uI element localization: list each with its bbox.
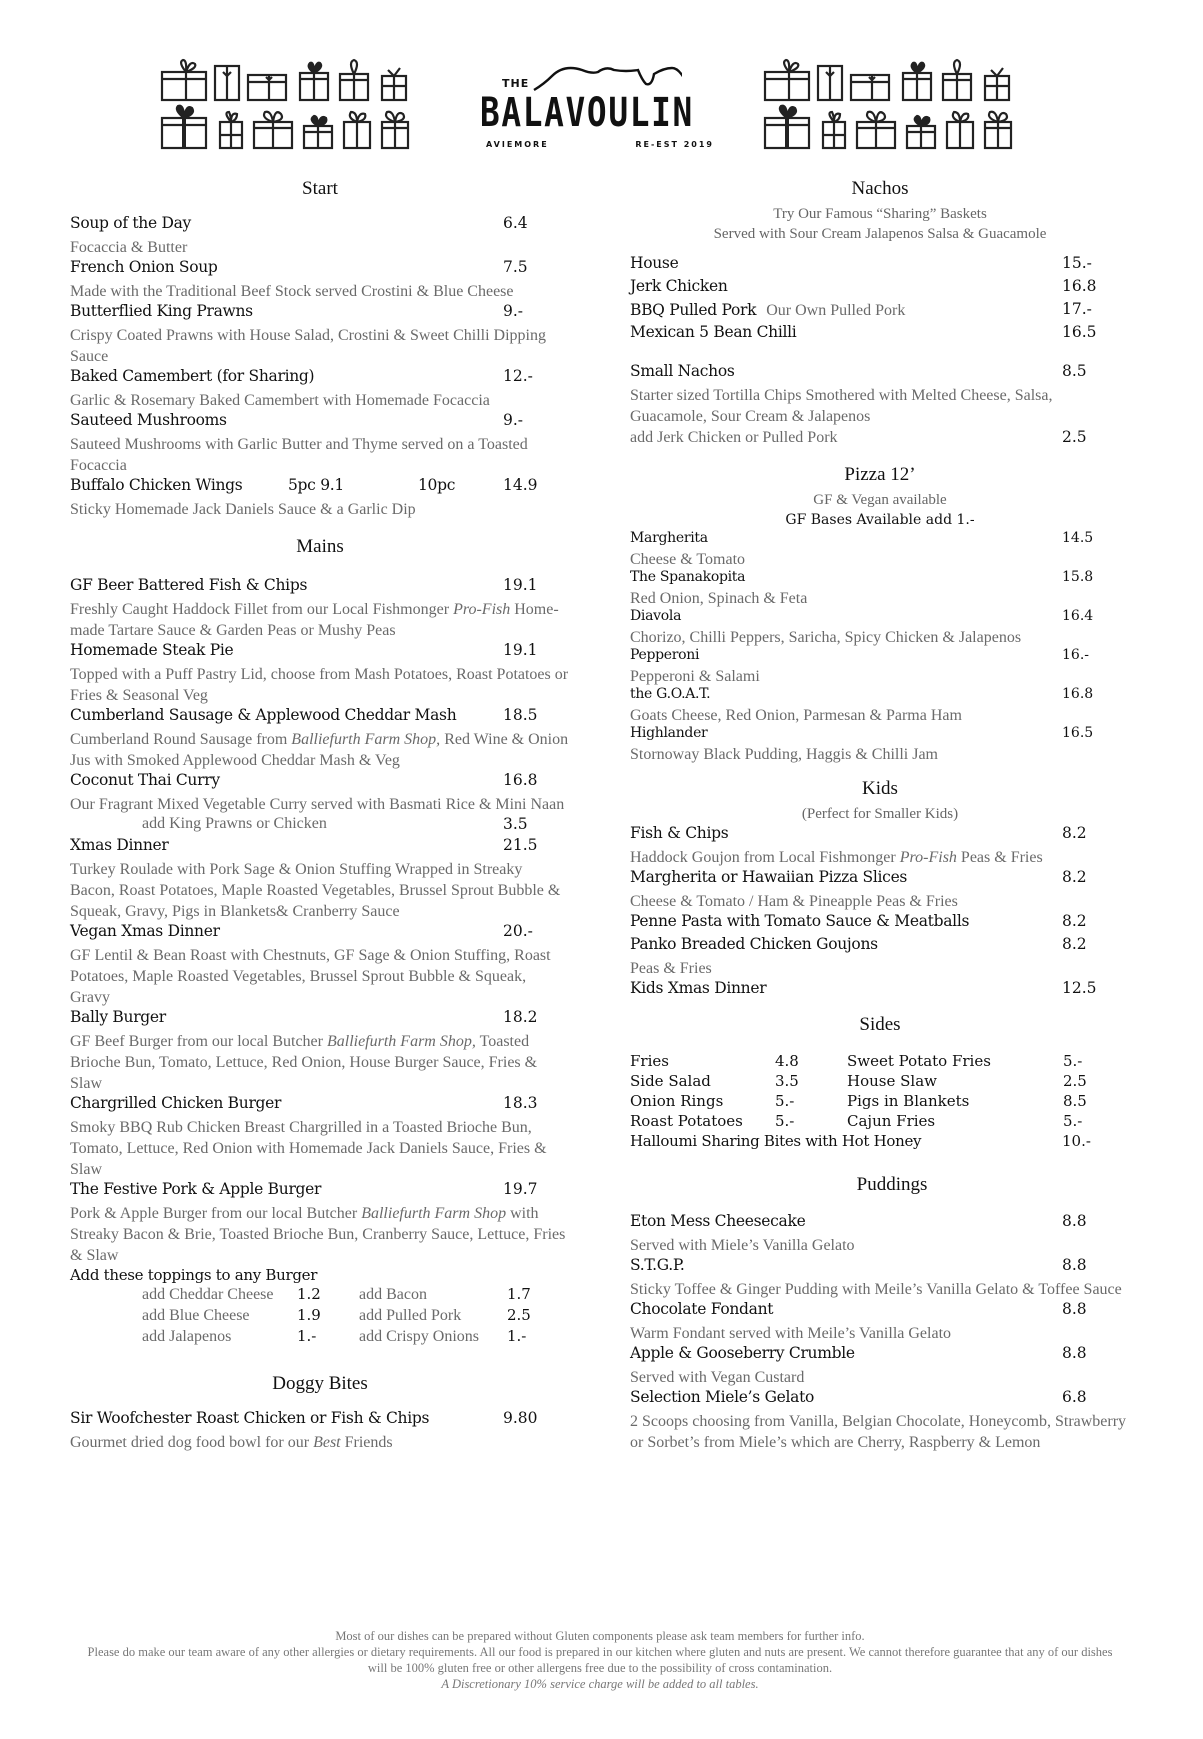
item-description: Goats Cheese, Red Onion, Parmesan & Parma Ham — [630, 707, 962, 724]
side-name: Sweet Potato Fries — [847, 1052, 991, 1070]
addon-price: 3.5 — [503, 815, 528, 833]
footer-allergy-note: Please do make our team aware of any other allergies or dietary requirements. All our food is prepared in our kitchen where gluten and nuts are present. We cannot therefore guarantee that any of our dishes will be 100% gluten free or other allergens free due to the possibility of cross contamination. — [87, 1645, 1113, 1675]
topping-label: add Crispy Onions — [359, 1328, 479, 1345]
item-name: Margherita — [630, 530, 708, 546]
topping-label: add Jalapenos — [142, 1328, 232, 1345]
item-price: 7.5 — [503, 258, 528, 276]
menu-header — [0, 50, 1203, 160]
menu-item — [70, 1180, 570, 1266]
item-description: Cheese & Tomato / Ham & Pineapple Peas & Fries — [630, 893, 958, 910]
side-price: 3.5 — [775, 1072, 799, 1090]
gf-bases-note: GF Bases Available add 1.- — [785, 512, 975, 528]
menu-item — [70, 576, 570, 641]
menu-item — [630, 868, 1130, 912]
side-name: Onion Rings — [630, 1092, 724, 1110]
item-name: Vegan Xmas Dinner — [70, 922, 220, 940]
item-description: Pork & Apple Burger from our local Butcher Balliefurth Farm Shop with Streaky Bacon & Brie, Toasted Brioche Bun, Cranberry Sauce, Lettuce, Fries & Slaw — [70, 1205, 566, 1264]
topping-label: add Pulled Pork — [359, 1307, 462, 1324]
item-name: Sauteed Mushrooms — [70, 411, 227, 429]
item-description: Haddock Goujon from Local Fishmonger Pro-Fish Peas & Fries — [630, 849, 1043, 866]
menu-item — [630, 1300, 1130, 1344]
menu-item — [70, 258, 570, 302]
topping-label: add Blue Cheese — [142, 1307, 250, 1324]
item-name: Baked Camembert (for Sharing) — [70, 367, 315, 385]
side-name: Side Salad — [630, 1072, 711, 1090]
item-name: Kids Xmas Dinner — [630, 979, 767, 997]
item-price: 19.7 — [503, 1180, 538, 1198]
gift-boxes-icon — [160, 58, 420, 150]
item-name: Apple & Gooseberry Crumble — [630, 1344, 855, 1362]
item-price: 16.8 — [1062, 686, 1094, 702]
item-price: 16.- — [1062, 647, 1089, 663]
menu-item — [630, 686, 1130, 725]
item-price: 8.2 — [1062, 935, 1087, 953]
item-name: The Festive Pork & Apple Burger — [70, 1180, 322, 1198]
item-name: Coconut Thai Curry — [70, 771, 220, 789]
section-title: Kids — [862, 778, 898, 799]
item-name: Selection Miele’s Gelato — [630, 1388, 815, 1406]
item-price: 8.8 — [1062, 1300, 1087, 1318]
item-name: Butterflied King Prawns — [70, 302, 253, 320]
menu-item — [70, 367, 570, 411]
item-description: Peas & Fries — [630, 960, 712, 977]
item-description: Sticky Toffee & Ginger Pudding with Meile’s Vanilla Gelato & Toffee Sauce — [630, 1281, 1122, 1298]
item-name: BBQ Pulled Pork — [630, 301, 757, 319]
item-price: 16.8 — [503, 771, 538, 789]
sides-grid — [630, 1052, 1130, 1130]
item-price: 16.8 — [1062, 277, 1097, 295]
item-name: Fish & Chips — [630, 824, 729, 842]
menu-item — [630, 530, 1130, 569]
item-price: 18.2 — [503, 1008, 538, 1026]
item-name: Eton Mess Cheesecake — [630, 1212, 806, 1230]
item-name: Cumberland Sausage & Applewood Cheddar Mash — [70, 706, 457, 724]
item-description: Freshly Caught Haddock Fillet from our Local Fishmonger Pro-Fish Home-made Tartare Sauce & Garden Peas or Mushy Peas — [70, 601, 559, 639]
item-description: Stornoway Black Pudding, Haggis & Chilli Jam — [630, 746, 938, 763]
item-description: Garlic & Rosemary Baked Camembert with Homemade Focaccia — [70, 392, 490, 409]
addon-row — [630, 427, 1130, 448]
menu-item — [630, 277, 1130, 300]
topping-label: add Cheddar Cheese — [142, 1286, 274, 1303]
side-name: Cajun Fries — [847, 1112, 936, 1130]
topping-price: 1.9 — [297, 1306, 321, 1324]
item-description: Warm Fondant served with Meile’s Vanilla Gelato — [630, 1325, 952, 1342]
item-name: Margherita or Hawaiian Pizza Slices — [630, 868, 908, 886]
item-description: GF Beef Burger from our local Butcher Balliefurth Farm Shop, Toasted Brioche Bun, Tomato, Lettuce, Red Onion, House Burger Sauce, Fries & Slaw — [70, 1033, 538, 1092]
menu-item — [630, 912, 1130, 935]
section-title: Puddings — [856, 1174, 928, 1195]
item-price: 8.5 — [1062, 362, 1087, 380]
left-column — [70, 178, 570, 1453]
menu-item — [630, 1344, 1130, 1388]
side-price: 2.5 — [1063, 1072, 1087, 1090]
topping-price: 1.2 — [297, 1285, 321, 1303]
item-name: Jerk Chicken — [630, 277, 728, 295]
item-name: Bally Burger — [70, 1008, 166, 1026]
item-price: 12.- — [503, 367, 533, 385]
item-description: Cheese & Tomato — [630, 551, 746, 568]
item-name: Xmas Dinner — [70, 836, 169, 854]
item-name: House — [630, 254, 679, 272]
item-description: Gourmet dried dog food bowl for our Best Friends — [70, 1434, 393, 1451]
toppings-title: Add these toppings to any Burger — [70, 1266, 318, 1284]
item-name: Chocolate Fondant — [630, 1300, 774, 1318]
logo-location: AVIEMORE — [486, 140, 549, 149]
side-price: 5.- — [775, 1112, 795, 1130]
menu-item — [630, 323, 1130, 346]
menu-item-small-nachos — [630, 362, 1130, 448]
item-price: 19.1 — [503, 641, 538, 659]
menu-item — [630, 608, 1130, 647]
item-price: 21.5 — [503, 836, 538, 854]
item-name: Soup of the Day — [70, 214, 192, 232]
menu-item — [630, 1212, 1130, 1256]
section-sides — [630, 1014, 1130, 1152]
topping-price: 2.5 — [507, 1306, 531, 1324]
item-name: Chargrilled Chicken Burger — [70, 1094, 282, 1112]
item-description: Sauteed Mushrooms with Garlic Butter and Thyme served on a Toasted Focaccia — [70, 436, 528, 474]
menu-item — [630, 647, 1130, 686]
menu-item — [630, 300, 1130, 323]
wings-small-price: 5pc 9.1 — [288, 476, 344, 494]
section-title: Doggy Bites — [272, 1373, 368, 1394]
menu-item — [70, 771, 570, 815]
item-price: 19.1 — [503, 576, 538, 594]
item-name: Highlander — [630, 725, 708, 741]
section-start — [70, 178, 570, 520]
menu-item — [70, 1094, 570, 1180]
item-price: 16.5 — [1062, 725, 1094, 741]
menu-item — [630, 979, 1130, 1002]
side-name: Fries — [630, 1052, 669, 1070]
item-price: 18.3 — [503, 1094, 538, 1112]
item-price: 9.80 — [503, 1409, 538, 1427]
topping-price: 1.- — [297, 1327, 317, 1345]
section-subtitle: (Perfect for Smaller Kids) — [801, 806, 959, 822]
footer-gluten-note: Most of our dishes can be prepared without Gluten components please ask team members for further info. — [335, 1629, 865, 1643]
side-name: House Slaw — [847, 1072, 937, 1090]
menu-item — [70, 214, 570, 258]
right-column — [630, 178, 1130, 1453]
addon-label: add Jerk Chicken or Pulled Pork — [630, 429, 838, 446]
item-price: 10.- — [1062, 1132, 1091, 1150]
section-puddings — [630, 1174, 1130, 1453]
item-price: 9.- — [503, 411, 524, 429]
logo-the: THE — [502, 77, 530, 90]
section-doggy-bites — [70, 1373, 570, 1453]
section-mains — [70, 536, 570, 1347]
item-price: 8.2 — [1062, 824, 1087, 842]
section-kids — [630, 778, 1130, 1002]
section-subtitle: GF & Vegan available — [813, 492, 947, 508]
item-price: 20.- — [503, 922, 533, 940]
item-description: Starter sized Tortilla Chips Smothered with Melted Cheese, Salsa, Guacamole, Sour Cream & Jalapenos — [630, 387, 1053, 425]
wings-large-label: 10pc — [418, 476, 456, 494]
menu-item — [630, 1256, 1130, 1300]
item-name: Sir Woofchester Roast Chicken or Fish & Chips — [70, 1409, 430, 1427]
item-price: 12.5 — [1062, 979, 1097, 997]
item-name: Panko Breaded Chicken Goujons — [630, 935, 878, 953]
item-description: Our Fragrant Mixed Vegetable Curry served with Basmati Rice & Mini Naan — [70, 796, 565, 813]
item-price: 14.9 — [503, 476, 538, 494]
item-name: Mexican 5 Bean Chilli — [630, 323, 797, 341]
section-title: Nachos — [851, 178, 909, 199]
addon-label: add King Prawns or Chicken — [142, 815, 327, 832]
side-name: Pigs in Blankets — [847, 1092, 970, 1110]
logo-name: BALAVOULIN — [480, 90, 694, 136]
item-price: 15.8 — [1062, 569, 1094, 585]
menu-item-halloumi — [630, 1132, 1130, 1152]
menu-item-buffalo-wings — [70, 476, 570, 520]
menu-item — [70, 836, 570, 922]
item-price: 6.4 — [503, 214, 528, 232]
item-price: 8.8 — [1062, 1344, 1087, 1362]
item-description: Cumberland Round Sausage from Balliefurth Farm Shop, Red Wine & Onion Jus with Smoked Applewood Cheddar Mash & Veg — [70, 731, 569, 769]
item-price: 18.5 — [503, 706, 538, 724]
side-price: 8.5 — [1063, 1092, 1087, 1110]
curry-addon — [70, 815, 570, 836]
item-description: GF Lentil & Bean Roast with Chestnuts, GF Sage & Onion Stuffing, Roast Potatoes, Maple Roasted Vegetables, Brussel Sprout Bubble & Squeak, Gravy — [70, 947, 551, 1006]
side-price: 5.- — [775, 1092, 795, 1110]
topping-price: 1.- — [507, 1327, 527, 1345]
menu-item-doggy — [70, 1409, 570, 1453]
item-name: Halloumi Sharing Bites with Hot Honey — [630, 1132, 922, 1150]
item-description: Pepperoni & Salami — [630, 668, 760, 685]
gift-boxes-icon — [763, 58, 1023, 150]
menu-item — [630, 569, 1130, 608]
menu-item — [70, 706, 570, 771]
footer-service-charge: A Discretionary 10% service charge will be added to all tables. — [441, 1677, 759, 1691]
section-title: Pizza 12’ — [844, 464, 916, 485]
item-name: Penne Pasta with Tomato Sauce & Meatballs — [630, 912, 970, 930]
item-name: the G.O.A.T. — [630, 686, 711, 702]
item-name: French Onion Soup — [70, 258, 218, 276]
item-description: Smoky BBQ Rub Chicken Breast Chargrilled in a Toasted Brioche Bun, Tomato, Lettuce, Red Onion with Homemade Jack Daniels Sauce, Fries & Slaw — [70, 1119, 547, 1178]
addon-price: 2.5 — [1062, 428, 1087, 446]
section-title: Sides — [859, 1014, 901, 1035]
item-name: Homemade Steak Pie — [70, 641, 234, 659]
topping-label: add Bacon — [359, 1286, 427, 1303]
item-price: 8.8 — [1062, 1256, 1087, 1274]
item-price: 9.- — [503, 302, 524, 320]
section-subtitle: Served with Sour Cream Jalapenos Salsa & Guacamole — [713, 226, 1047, 242]
menu-item — [630, 824, 1130, 868]
menu-item — [630, 1388, 1130, 1453]
item-description: 2 Scoops choosing from Vanilla, Belgian Chocolate, Honeycomb, Strawberry or Sorbet’s from Miele’s which are Cherry, Raspberry & Lemon — [630, 1413, 1127, 1451]
item-price: 8.2 — [1062, 912, 1087, 930]
toppings-grid — [142, 1284, 570, 1347]
item-price: 8.2 — [1062, 868, 1087, 886]
item-name: Small Nachos — [630, 362, 735, 380]
section-subtitle: Try Our Famous “Sharing” Baskets — [773, 206, 987, 222]
item-description: Focaccia & Butter — [70, 239, 188, 256]
menu-item — [630, 935, 1130, 979]
allergen-footer — [60, 1628, 1140, 1692]
item-description: Crispy Coated Prawns with House Salad, Crostini & Sweet Chilli Dipping Sauce — [70, 327, 546, 365]
section-nachos — [630, 178, 1130, 448]
item-description: Chorizo, Chilli Peppers, Saricha, Spicy Chicken & Jalapenos — [630, 629, 1022, 646]
menu-item — [70, 411, 570, 476]
menu-item — [630, 254, 1130, 277]
item-price: 16.4 — [1062, 608, 1094, 624]
item-price: 16.5 — [1062, 323, 1097, 341]
menu-item — [70, 1008, 570, 1094]
item-price: 15.- — [1062, 254, 1092, 272]
item-description: Turkey Roulade with Pork Sage & Onion Stuffing Wrapped in Streaky Bacon, Roast Potatoes, Maple Roasted Vegetables, Brussel Sprout Bubble & Squeak, Gravy, Pigs in Blankets& Cranberry Sauce — [70, 861, 561, 920]
side-name: Roast Potatoes — [630, 1112, 743, 1130]
menu-item — [70, 922, 570, 1008]
topping-price: 1.7 — [507, 1285, 531, 1303]
item-description: Made with the Traditional Beef Stock served Crostini & Blue Cheese — [70, 283, 514, 300]
item-name: Pepperoni — [630, 647, 700, 663]
side-price: 5.- — [1063, 1052, 1083, 1070]
section-title: Start — [302, 178, 338, 199]
item-price: 6.8 — [1062, 1388, 1087, 1406]
item-description: Served with Miele’s Vanilla Gelato — [630, 1237, 855, 1254]
item-name: Diavola — [630, 608, 682, 624]
side-price: 4.8 — [775, 1052, 799, 1070]
item-price: 8.8 — [1062, 1212, 1087, 1230]
item-description: Served with Vegan Custard — [630, 1369, 805, 1386]
item-name: Buffalo Chicken Wings — [70, 476, 243, 494]
section-pizza — [630, 464, 1130, 764]
item-price: 17.- — [1062, 300, 1092, 318]
logo-established: RE-EST 2019 — [635, 140, 714, 149]
section-title: Mains — [296, 536, 344, 557]
item-description: Topped with a Puff Pastry Lid, choose from Mash Potatoes, Roast Potatoes or Fries & Seasonal Veg — [70, 666, 569, 704]
item-name: S.T.G.P. — [630, 1256, 685, 1274]
item-note: Our Own Pulled Pork — [766, 302, 906, 319]
item-name: GF Beer Battered Fish & Chips — [70, 576, 308, 594]
item-name: The Spanakopita — [630, 569, 746, 585]
menu-item — [630, 725, 1130, 764]
item-price: 14.5 — [1062, 530, 1094, 546]
item-description: Sticky Homemade Jack Daniels Sauce & a Garlic Dip — [70, 501, 416, 518]
item-description: Red Onion, Spinach & Feta — [630, 590, 808, 607]
menu-item — [70, 302, 570, 367]
side-price: 5.- — [1063, 1112, 1083, 1130]
balavoulin-logo — [480, 60, 720, 152]
menu-item — [70, 641, 570, 706]
